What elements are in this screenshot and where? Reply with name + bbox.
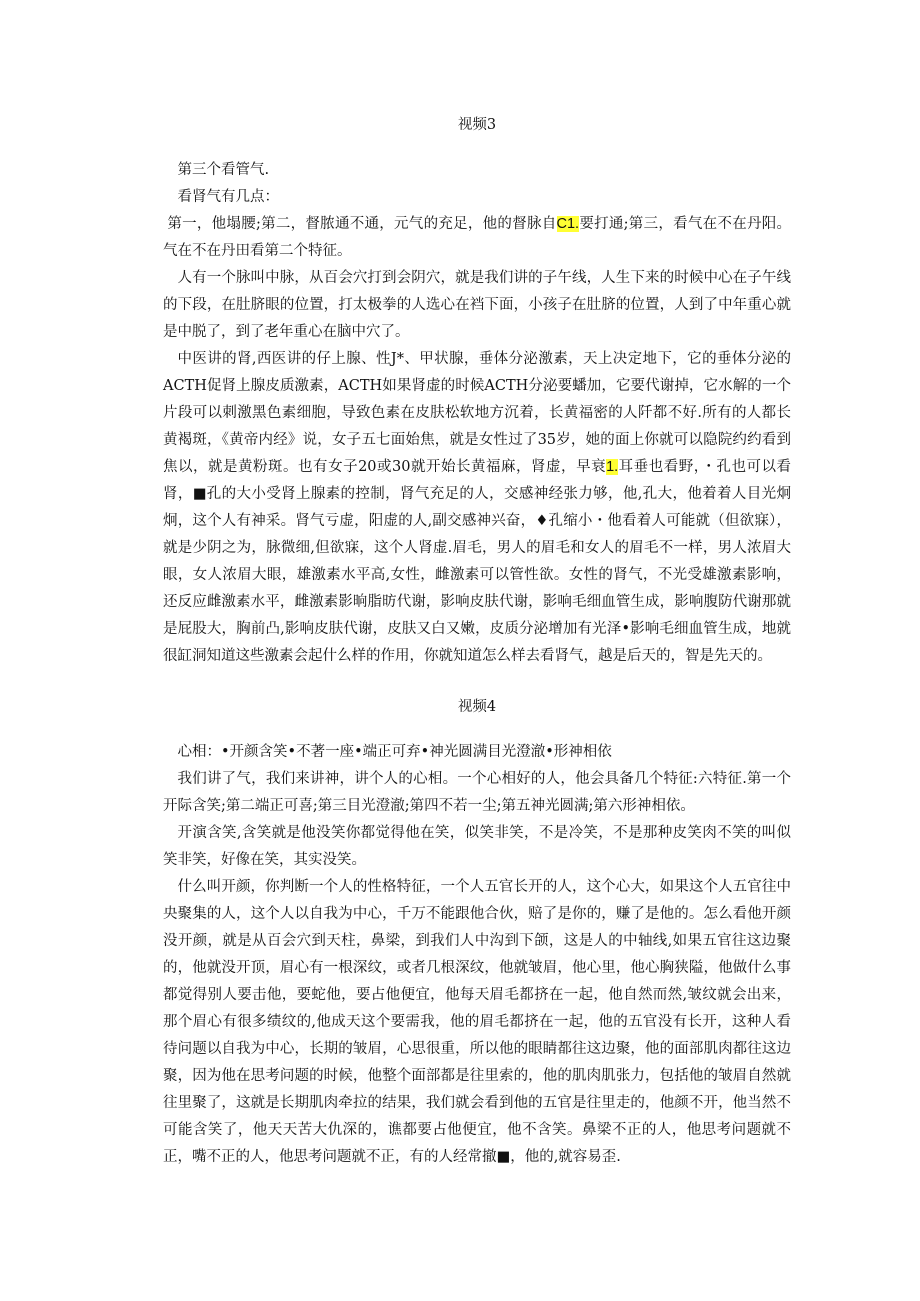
paragraph-text: 中医讲的肾,西医讲的仔上腺、性J*、甲状腺，垂体分泌激素，天上决定地下，它的垂体分泌的ACTH促肾上腺皮质激素，ACTH如果肾虚的时候ACTH分泌要蟠加，它要代谢掉，它水解的一个片段可以刺激黑色素细胞，导致色素在皮肤松软地方沉着，长黄福密的人阡都不好.所有的人都长黄褐斑，《黄帝内经》说，女子五七面始焦，就是女性过了35岁，她的面上你就可以隐院约约看到焦以，就是黄粉斑。也有女子20或30就开始长黄福麻，肾虚，早衰: [163, 351, 791, 475]
section-title-video4: 视频4: [457, 699, 497, 715]
paragraph-kidney-points: [163, 211, 791, 265]
paragraph-heart-features: 我们讲了气，我们来讲神，讲个人的心相。一个心相好的人，他会具备几个特征:六特征.第一个开际含笑;第二端正可喜;第三目光澄澈;第四不若一尘;第五神光圆满;第六形神相依。: [163, 771, 791, 814]
highlight-mark: 1.: [606, 459, 619, 475]
heart-appearance-list: 心相：•开颜含笑•不著一座•端正可弃•神光圆满目光澄澈•形神相依: [177, 744, 612, 760]
subheading-kidney-qi: 看肾气有几点：: [177, 189, 279, 205]
paragraph-central-meridian: 人有一个脉叫中脉，从百会穴打到会阴穴，就是我们讲的子午线，人生下来的时候中心在子午线的下段，在肚脐眼的位置，打太极拳的人选心在裆下面，小孩子在肚脐的位置，人到了中年重心就是中脱了，到了老年重心在脑中穴了。: [163, 270, 791, 340]
section-title-video3: 视频3: [457, 117, 497, 133]
document-body: [163, 112, 791, 1171]
paragraph-kidney-hormones: [163, 346, 791, 670]
paragraph-text: 耳垂也看野，・孔也可以看肾，■孔的大小受肾上腺素的控制，肾气充足的人，交感神经张力够，他,孔大，他着着人目光炯炯，这个人有神采。肾气亏虚，阳虚的人,副交感神兴奋，♦孔缩小・他看着人可能就（但欲寐），就是少阴之为，脉微细,但欲寐，这个人肾虚.眉毛，男人的眉毛和女人的眉毛不一样，男人浓眉大眼，女人浓眉大眼，雄激素水平高,女性，雌激素可以管性欲。女性的肾气，不光受雄激素影响，还反应雌激素水平，雌激素影晌脂昉代谢，影响皮肤代谢，影响毛细血管生成，影响腹防代谢那就是屁股大，胸前凸,影响皮肤代谢，皮肤又白又嫩，皮质分泌增加有光泽•影响毛细血管生成，地就很缸洞知道这些激素会起什么样的作用，你就知道怎么样去看肾气，越是后天的，智是先天的。: [163, 459, 791, 664]
highlight-mark: C1.: [556, 216, 580, 232]
paragraph-text: 要打通;第三，看气在不在丹阳。气在不在丹田看第二个特征。: [163, 216, 791, 259]
paragraph-smile: 开演含笑,含笑就是他没笑你都觉得他在笑，似笑非笑，不是冷笑，不是那种皮笑肉不笑的叫似笑非笑，好像在笑，其实没笑。: [163, 825, 791, 868]
subheading-third: 第三个看管气.: [177, 162, 270, 178]
paragraph-text: 第一，他塌腰;第二，督脓通不通，元气的充足，他的督脉自: [167, 216, 557, 232]
paragraph-open-face: 什么叫开颜，你判断一个人的性格特征，一个人五官长开的人，这个心大，如果这个人五官往中央聚集的人，这个人以自我为中心，千万不能跟他合伙，赔了是你的，赚了是他的。怎么看他开颜没开颜，就是从百会穴到天柱，鼻梁，到我们人中沟到下颌，这是人的中轴线,如果五官往这边聚的，他就没开顶，眉心有一根深纹，或者几根深纹，他就皱眉，他心里，他心胸狭隘，他做什么事都觉得别人要击他，要蛇他，要占他便宜，他每天眉毛都挤在一起，他自然而然,皱纹就会出来，那个眉心有很多绩纹的,他成天这个要需我，他的眉毛都挤在一起，他的五官没有长开，这种人看待问题以自我为中心，长期的皱眉，心思很重，所以他的眼睛都往这边聚，他的面部肌肉都往这边聚，因为他在思考问题的时候，他整个面部都是往里索的，他的肌肉肌张力，包括他的皱眉自然就往里聚了，这就是长期肌肉牵拉的结果，我们就会看到他的五官是往里走的，他颜不开，他当然不可能含笑了，他天天苦大仇深的，谯都要占他便宜，他不含笑。鼻梁不正的人，他思考问题就不正，嘴不正的人，他思考问题就不正，有的人经常撤■，他的,就容易歪.: [163, 879, 791, 1165]
